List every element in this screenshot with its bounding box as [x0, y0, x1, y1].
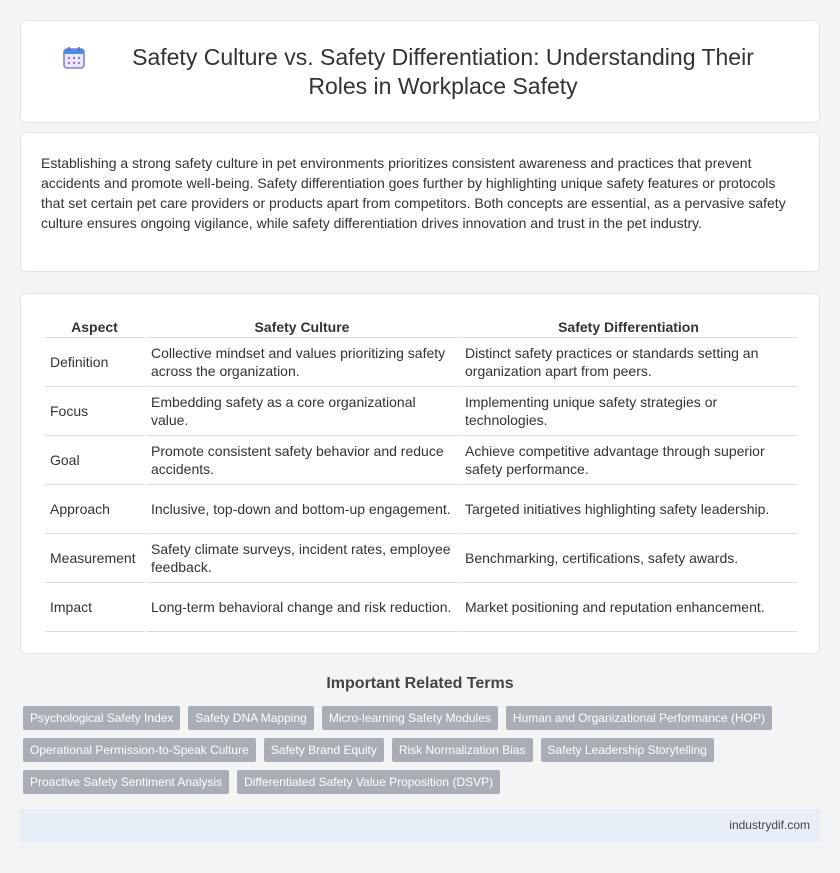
row-safety-differentiation: Targeted initiatives highlighting safety leadership.: [460, 485, 797, 534]
related-term-tag[interactable]: Human and Organizational Performance (HOP): [506, 706, 772, 730]
row-aspect: Focus: [45, 387, 144, 436]
intro-card: [20, 132, 820, 272]
related-term-tag[interactable]: Safety Leadership Storytelling: [541, 738, 714, 762]
footer-site-link[interactable]: industrydif.com: [729, 818, 810, 832]
related-terms-list: [23, 706, 823, 794]
related-term-tag[interactable]: Psychological Safety Index: [23, 706, 180, 730]
row-safety-differentiation: Achieve competitive advantage through superior safety performance.: [460, 436, 797, 485]
header-safety-culture: Safety Culture: [146, 310, 458, 338]
row-aspect: Measurement: [45, 534, 144, 583]
related-terms-heading: Important Related Terms: [326, 675, 514, 692]
related-term-tag[interactable]: Differentiated Safety Value Proposition (DSVP): [237, 770, 500, 794]
table-row: [45, 583, 797, 632]
row-safety-differentiation: Implementing unique safety strategies or technologies.: [460, 387, 797, 436]
header-aspect: Aspect: [45, 310, 144, 338]
row-safety-culture: Long-term behavioral change and risk reduction.: [146, 583, 458, 632]
page-title: Safety Culture vs. Safety Differentiation: Understanding Their Roles in Workplace Safety: [132, 43, 754, 99]
row-safety-differentiation: Benchmarking, certifications, safety awards.: [460, 534, 797, 583]
table-row: [45, 338, 797, 387]
related-term-tag[interactable]: Safety Brand Equity: [264, 738, 384, 762]
related-term-tag[interactable]: Risk Normalization Bias: [392, 738, 533, 762]
header-safety-differentiation: Safety Differentiation: [460, 310, 797, 338]
row-safety-culture: Safety climate surveys, incident rates, employee feedback.: [146, 534, 458, 583]
footer: [20, 809, 820, 842]
row-aspect: Definition: [45, 338, 144, 387]
table-header-row: [45, 310, 797, 338]
table-row: [45, 534, 797, 583]
row-safety-culture: Collective mindset and values prioritizing safety across the organization.: [146, 338, 458, 387]
table-row: [45, 436, 797, 485]
related-term-tag[interactable]: Operational Permission-to-Speak Culture: [23, 738, 256, 762]
row-aspect: Impact: [45, 583, 144, 632]
row-safety-culture: Inclusive, top-down and bottom-up engagement.: [146, 485, 458, 534]
related-term-tag[interactable]: Proactive Safety Sentiment Analysis: [23, 770, 229, 794]
row-aspect: Approach: [45, 485, 144, 534]
related-term-tag[interactable]: Micro-learning Safety Modules: [322, 706, 498, 730]
comparison-table-card: [20, 293, 820, 654]
row-safety-culture: Embedding safety as a core organizational value.: [146, 387, 458, 436]
title-card: [20, 20, 820, 123]
intro-paragraph: Establishing a strong safety culture in pet environments prioritizes consistent awareness and practices that prevent accidents and promote well-being. Safety differentiation goes further by highlighting unique safety features or protocols that set certain pet care providers or products apart from competitors. Both concepts are essential, as a pervasive safety culture ensures ongoing vigilance, while safety differentiation drives innovation and trust in the pet industry.: [41, 155, 786, 231]
comparison-table: [43, 310, 799, 632]
row-safety-culture: Promote consistent safety behavior and reduce accidents.: [146, 436, 458, 485]
related-term-tag[interactable]: Safety DNA Mapping: [188, 706, 313, 730]
row-safety-differentiation: Distinct safety practices or standards setting an organization apart from peers.: [460, 338, 797, 387]
table-row: [45, 485, 797, 534]
table-row: [45, 387, 797, 436]
row-aspect: Goal: [45, 436, 144, 485]
row-safety-differentiation: Market positioning and reputation enhancement.: [460, 583, 797, 632]
calendar-icon: [61, 45, 87, 71]
